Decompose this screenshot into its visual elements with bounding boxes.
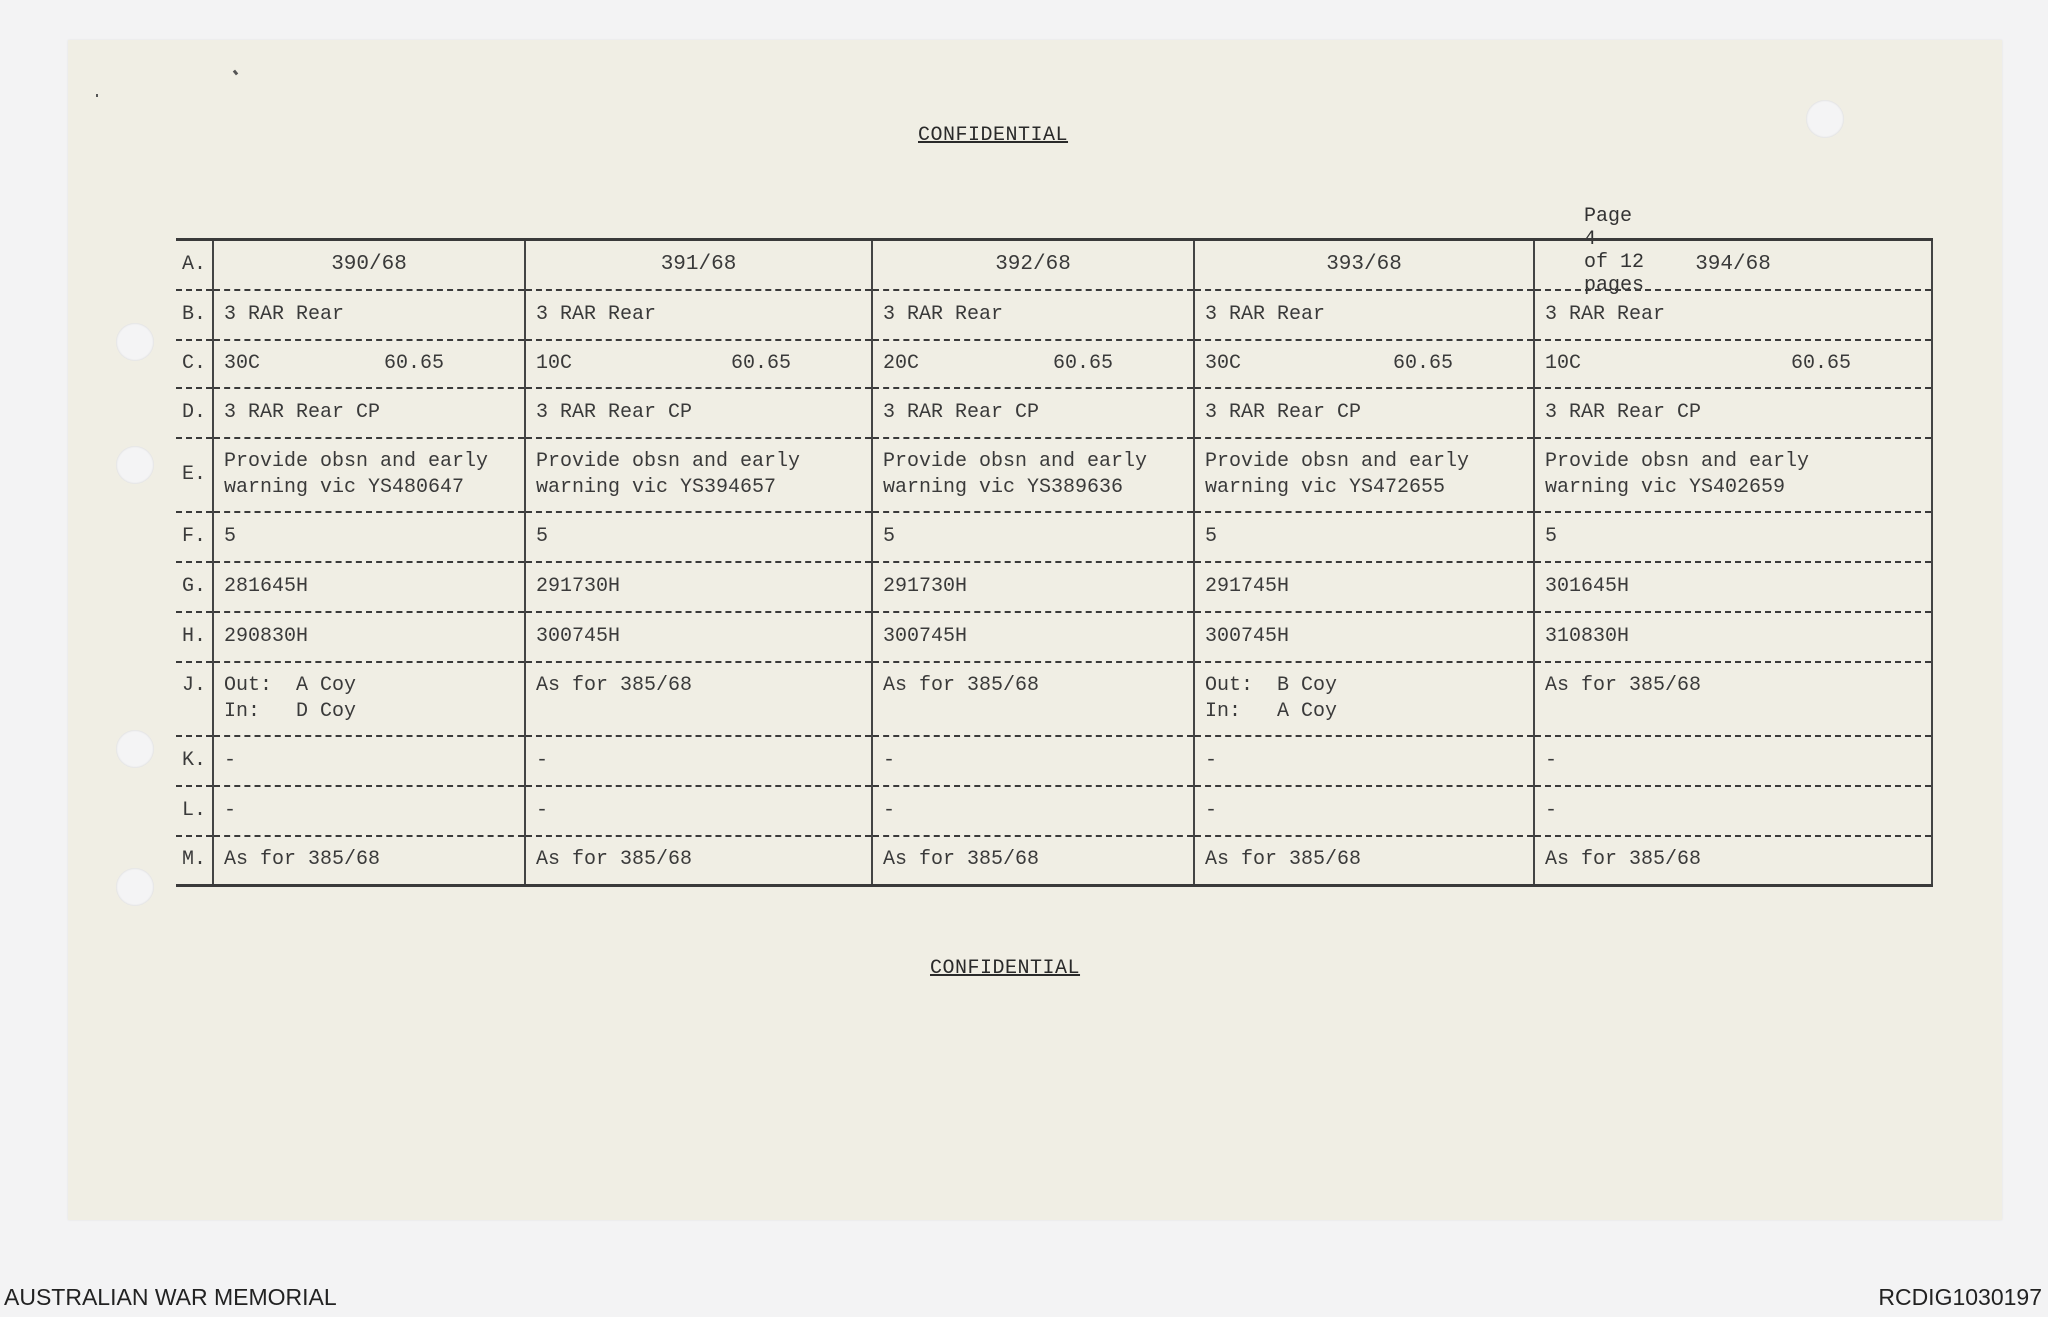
row-label: A.: [176, 240, 213, 290]
cell-line: Out: A Coy: [224, 673, 357, 697]
footer-institution: AUSTRALIAN WAR MEMORIAL: [4, 1284, 337, 1310]
cell-line: warning vic YS389636: [883, 475, 1124, 499]
table-cell: 290830H: [213, 612, 525, 662]
cell-part: 30C: [1205, 351, 1242, 375]
table-row: [176, 438, 1932, 512]
table-cell: 5: [1194, 512, 1534, 562]
table-cell: [1194, 438, 1534, 512]
table-cell: As for 385/68: [1534, 836, 1932, 886]
table-cell: As for 385/68: [872, 836, 1194, 886]
cell-line: warning vic YS480647: [224, 475, 465, 499]
table-cell: -: [525, 736, 872, 786]
table-cell: -: [1534, 736, 1932, 786]
table-cell: 301645H: [1534, 562, 1932, 612]
table-cell: 291745H: [1194, 562, 1534, 612]
table-cell: [1534, 340, 1932, 388]
row-label: G.: [176, 562, 213, 612]
serial-cell: 393/68: [1194, 240, 1534, 290]
row-label: D.: [176, 388, 213, 438]
table-cell: 5: [872, 512, 1194, 562]
row-label: F.: [176, 512, 213, 562]
table-cell: 3 RAR Rear: [213, 290, 525, 340]
table-cell: 3 RAR Rear CP: [213, 388, 525, 438]
table-cell: 3 RAR Rear CP: [1194, 388, 1534, 438]
serial-cell: 392/68: [872, 240, 1194, 290]
table-cell: [1194, 662, 1534, 736]
cell-part: 60.65: [1393, 351, 1454, 375]
table-row: [176, 512, 1932, 562]
table-row: [176, 612, 1932, 662]
table-cell: -: [1194, 736, 1534, 786]
table-cell: 291730H: [872, 562, 1194, 612]
row-label: K.: [176, 736, 213, 786]
table-cell: As for 385/68: [1194, 836, 1534, 886]
punch-hole: [116, 868, 154, 906]
table-cell: 300745H: [1194, 612, 1534, 662]
table-cell: 5: [213, 512, 525, 562]
table-cell: As for 385/68: [213, 836, 525, 886]
page-label: Page: [1584, 205, 1633, 228]
table-cell: 3 RAR Rear: [1194, 290, 1534, 340]
row-label: J.: [176, 662, 213, 736]
table-cell: As for 385/68: [525, 836, 872, 886]
table-cell: 3 RAR Rear CP: [525, 388, 872, 438]
cell-line: warning vic YS394657: [536, 475, 777, 499]
row-label: B.: [176, 290, 213, 340]
footer-record-id: RCDIG1030197: [1878, 1284, 2042, 1310]
serial-cell: 390/68: [213, 240, 525, 290]
page-total: of 12: [1584, 251, 1645, 274]
table-cell: 300745H: [525, 612, 872, 662]
table-cell: 3 RAR Rear: [872, 290, 1194, 340]
cell-part: 10C: [1545, 351, 1582, 375]
row-label: M.: [176, 836, 213, 886]
table-row: [176, 290, 1932, 340]
table-row: [176, 836, 1932, 886]
cell-line: Provide obsn and early: [1545, 449, 1810, 473]
table-cell: 300745H: [872, 612, 1194, 662]
cell-line: As for 385/68: [883, 673, 1040, 697]
cell-line: Provide obsn and early: [224, 449, 489, 473]
table-cell: [1194, 340, 1534, 388]
row-label: C.: [176, 340, 213, 388]
punch-hole: [1806, 100, 1844, 138]
cell-part: 10C: [536, 351, 573, 375]
cell-line: As for 385/68: [536, 673, 693, 697]
table-cell: 3 RAR Rear CP: [872, 388, 1194, 438]
cell-line: As for 385/68: [1545, 673, 1702, 697]
ink-speck: [233, 70, 239, 76]
cell-line: Out: B Coy: [1205, 673, 1338, 697]
cell-part: 60.65: [384, 351, 445, 375]
table-cell: [525, 438, 872, 512]
row-label: E.: [176, 438, 213, 512]
table-cell: [872, 340, 1194, 388]
table-cell: 3 RAR Rear CP: [1534, 388, 1932, 438]
cell-part: 20C: [883, 351, 920, 375]
serial-cell: 394/68: [1534, 240, 1932, 290]
table-cell: -: [1534, 786, 1932, 836]
table-row: [176, 736, 1932, 786]
table-cell: [213, 438, 525, 512]
table-cell: 5: [525, 512, 872, 562]
ink-speck: [96, 94, 98, 97]
punch-hole: [116, 323, 154, 361]
table-row: [176, 340, 1932, 388]
row-label: L.: [176, 786, 213, 836]
table-cell: 291730H: [525, 562, 872, 612]
serial-cell: 391/68: [525, 240, 872, 290]
table-cell: 3 RAR Rear: [1534, 290, 1932, 340]
classification-top: CONFIDENTIAL: [918, 124, 1069, 147]
classification-bottom: CONFIDENTIAL: [930, 957, 1081, 980]
punch-hole: [116, 730, 154, 768]
cell-part: 30C: [224, 351, 261, 375]
table-cell: -: [872, 786, 1194, 836]
table-row: [176, 388, 1932, 438]
table-row: [176, 240, 1932, 290]
table-cell: [525, 340, 872, 388]
punch-hole: [116, 446, 154, 484]
table-cell: -: [213, 736, 525, 786]
operations-table: [176, 238, 1933, 887]
table-cell: 5: [1534, 512, 1932, 562]
table-cell: [872, 662, 1194, 736]
table-cell: -: [872, 736, 1194, 786]
cell-line: In: D Coy: [224, 699, 357, 723]
table-cell: [1534, 438, 1932, 512]
cell-line: warning vic YS402659: [1545, 475, 1786, 499]
table-cell: [213, 340, 525, 388]
cell-part: 60.65: [1790, 351, 1851, 375]
row-label: H.: [176, 612, 213, 662]
table-cell: [872, 438, 1194, 512]
table-cell: [213, 662, 525, 736]
cell-line: Provide obsn and early: [1205, 449, 1470, 473]
page-suffix: pages: [1584, 274, 1645, 297]
cell-line: Provide obsn and early: [536, 449, 801, 473]
table-cell: 310830H: [1534, 612, 1932, 662]
table-cell: 3 RAR Rear: [525, 290, 872, 340]
cell-part: 60.65: [731, 351, 792, 375]
cell-line: In: A Coy: [1205, 699, 1338, 723]
cell-line: warning vic YS472655: [1205, 475, 1446, 499]
table-cell: 281645H: [213, 562, 525, 612]
table-cell: -: [1194, 786, 1534, 836]
table-cell: [1534, 662, 1932, 736]
table-row: [176, 562, 1932, 612]
table-cell: [525, 662, 872, 736]
table-cell: -: [525, 786, 872, 836]
page-number: 4: [1584, 228, 1597, 251]
cell-line: Provide obsn and early: [883, 449, 1148, 473]
table-cell: -: [213, 786, 525, 836]
cell-part: 60.65: [1053, 351, 1114, 375]
table-row: [176, 786, 1932, 836]
table-row: [176, 662, 1932, 736]
